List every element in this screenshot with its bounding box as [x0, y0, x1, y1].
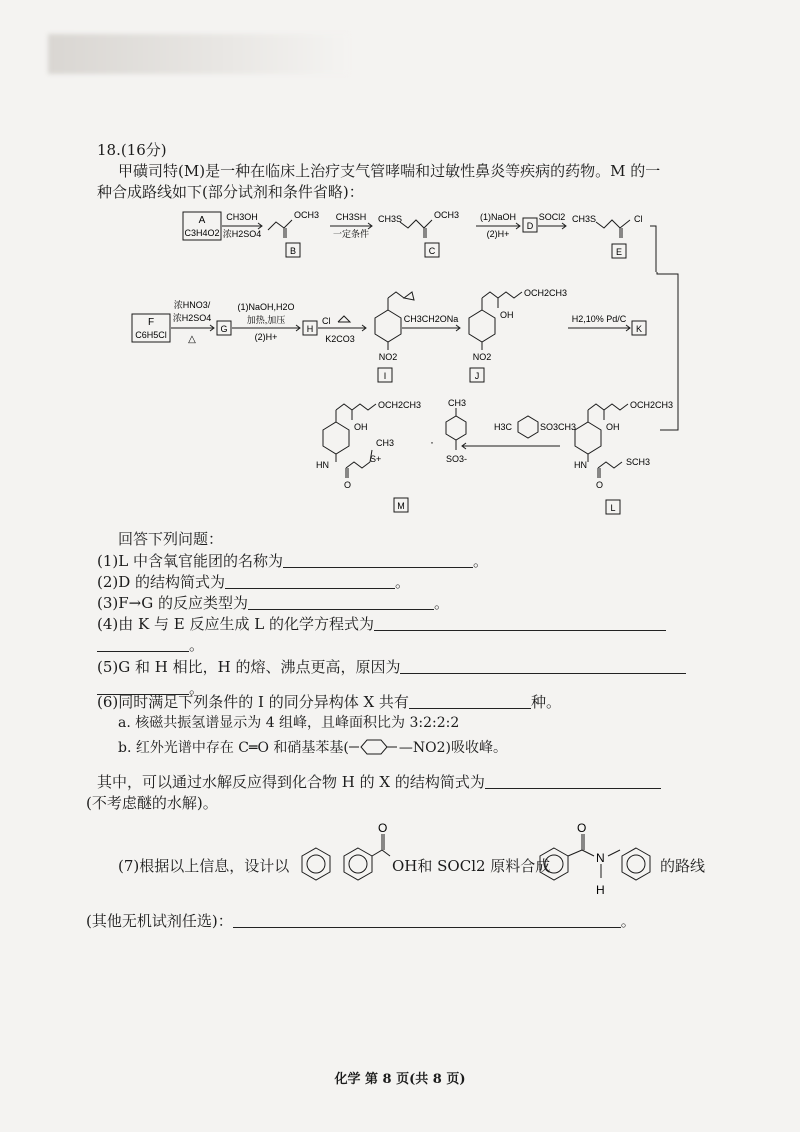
L-group-4: SCH3: [626, 457, 651, 467]
K-label: K: [635, 324, 643, 334]
question-number: 18.(16分): [97, 141, 167, 159]
question-7: [118, 856, 289, 876]
question-2-text: (2)D 的结构简式为: [97, 573, 226, 591]
G-label: G: [220, 324, 228, 334]
question-4: [97, 614, 666, 634]
period-3: 。: [433, 594, 449, 612]
question-4-line2: [97, 635, 204, 655]
reagent-1-bottom: 浓H2SO4: [222, 229, 262, 239]
E-group-2: Cl: [634, 214, 643, 224]
E-group-1: CH3S: [572, 214, 597, 224]
q7-N: N: [596, 851, 605, 865]
F-formula: C6H5Cl: [135, 330, 167, 340]
E-label: E: [615, 247, 623, 257]
reagent-7-bottom: K2CO3: [325, 334, 355, 344]
B-label: B: [289, 246, 297, 256]
M-label: M: [397, 501, 405, 511]
scan-smudge: [48, 34, 348, 74]
question-7-mid: OH和 SOCl2 原料合成: [392, 857, 551, 875]
J-group-1: OCH2CH3: [524, 288, 568, 298]
D-label: D: [526, 221, 534, 231]
answer-blank-4a[interactable]: [374, 616, 666, 631]
answer-blank-7[interactable]: [233, 913, 621, 928]
q7-H: H: [596, 883, 605, 897]
answer-blank-6[interactable]: [409, 694, 531, 709]
M-group-6: O: [344, 480, 352, 490]
M-group-3: HN: [316, 460, 329, 470]
reagent-6-top-2: 加热,加压: [246, 315, 286, 325]
reagent-5-bottom: △: [188, 334, 196, 345]
L-group-5: O: [596, 480, 604, 490]
question-7-line2: [86, 911, 636, 931]
reagent-5-top-2: 浓H2SO4: [172, 313, 212, 323]
condition-b: [118, 738, 507, 758]
q7-O-2: O: [577, 821, 587, 835]
L-group-3: HN: [574, 460, 587, 470]
period-5: 。: [189, 679, 205, 697]
answer-blank-6x[interactable]: [485, 774, 661, 789]
reagent-6-bottom: (2)H+: [254, 332, 278, 342]
M-ion-1: CH3: [448, 398, 467, 408]
question-4-text: (4)由 K 与 E 反应生成 L 的化学方程式为: [97, 615, 374, 633]
I-label: I: [383, 371, 387, 381]
H-label: H: [306, 324, 314, 334]
M-group-5: S+: [370, 454, 382, 464]
question-5: [97, 657, 686, 677]
reagent-3-bottom: (2)H+: [486, 229, 510, 239]
B-group: OCH3: [294, 210, 320, 220]
reagent-1-top: CH3OH: [226, 212, 258, 222]
question-1: [97, 551, 488, 571]
answer-blank-5a[interactable]: [400, 659, 686, 674]
J-group-2: OH: [500, 310, 514, 320]
M-group-2: OH: [354, 422, 368, 432]
answer-blank-1[interactable]: [283, 553, 473, 568]
answers-intro: 回答下列问题：: [118, 530, 224, 548]
period-1: 。: [472, 552, 488, 570]
intro-line-1: 甲磺司特(M)是一种在临床上治疗支气管哮喘和过敏性鼻炎等疾病的药物。M 的一: [118, 162, 661, 180]
question-6-x-text: 其中，可以通过水解反应得到化合物 H 的 X 的结构简式为: [97, 773, 485, 791]
question-6: [97, 692, 561, 712]
question-3: [97, 593, 449, 613]
question-6-text: (6)同时满足下列条件的 I 的同分异构体 X 共有: [97, 693, 409, 711]
condition-b-post: )吸收峰。: [445, 740, 507, 756]
reagent-4-top: SOCl2: [538, 212, 566, 222]
question-6-unit: 种。: [530, 693, 561, 711]
J-group-3: NO2: [472, 352, 492, 362]
condition-b-pre: b. 红外光谱中存在 C═O 和硝基苯基(: [118, 740, 349, 756]
question-6-note: (不考虑醚的水解)。: [86, 794, 218, 812]
M-group-1: OCH2CH3: [378, 400, 422, 410]
question-7-post: 的路线: [660, 857, 706, 875]
reagent-10-top-2: SO3CH3: [540, 422, 577, 432]
reagent-9-top: H2,10% Pd/C: [571, 314, 627, 324]
period-7: 。: [620, 912, 636, 930]
nitro-group: —NO2: [398, 740, 446, 756]
L-group-1: OCH2CH3: [630, 400, 674, 410]
reagent-8-top: CH3CH2ONa: [403, 314, 459, 324]
question-6-x: [97, 772, 661, 792]
question-2: [97, 572, 410, 592]
F-label: F: [147, 317, 155, 328]
reagent-2-bottom: 一定条件: [332, 229, 370, 239]
reagent-6-top-1: (1)NaOH,H2O: [237, 302, 295, 312]
answer-blank-4b[interactable]: [97, 637, 189, 652]
C-group-2: OCH3: [434, 210, 460, 220]
C-label: C: [428, 246, 436, 256]
M-ion-2: SO3-: [446, 454, 468, 464]
A-label: A: [198, 215, 206, 226]
reagent-5-top-1: 浓HNO3/: [173, 300, 211, 310]
intro-line-2: 种合成路线如下(部分试剂和条件省略)：: [97, 183, 364, 201]
C-group-1: CH3S: [378, 214, 403, 224]
page-footer: 化学 第 8 页(共 8 页): [334, 1072, 466, 1087]
I-group: NO2: [378, 352, 398, 362]
answer-blank-3[interactable]: [248, 595, 434, 610]
nitrophenyl-ring: [349, 738, 399, 756]
L-group-2: OH: [606, 422, 620, 432]
J-label: J: [474, 371, 480, 381]
synthesis-scheme: [0, 200, 800, 530]
answer-blank-2[interactable]: [225, 574, 395, 589]
question-7-line2-text: (其他无机试剂任选)：: [86, 912, 233, 930]
L-label: L: [610, 503, 616, 513]
reagent-10-top-1: H3C: [494, 422, 513, 432]
ion-dot: ·: [430, 435, 434, 449]
question-5-text: (5)G 和 H 相比，H 的熔、沸点更高，原因为: [97, 658, 401, 676]
reagent-3-top: (1)NaOH: [479, 212, 517, 222]
A-formula: C3H4O2: [184, 228, 220, 238]
reagent-2-top: CH3SH: [335, 212, 367, 222]
question-1-text: (1)L 中含氧官能团的名称为: [97, 552, 283, 570]
period-4: 。: [189, 636, 205, 654]
q7-O-1: O: [378, 821, 388, 835]
condition-a: a. 核磁共振氢谱显示为 4 组峰，且峰面积比为 3:2:2:2: [118, 715, 460, 731]
period-2: 。: [395, 573, 411, 591]
M-group-4: CH3: [376, 438, 395, 448]
question-7-pre: (7)根据以上信息，设计以: [118, 857, 290, 875]
reagent-7-top: Cl: [322, 316, 331, 326]
question-3-text: (3)F→G 的反应类型为: [97, 594, 248, 612]
